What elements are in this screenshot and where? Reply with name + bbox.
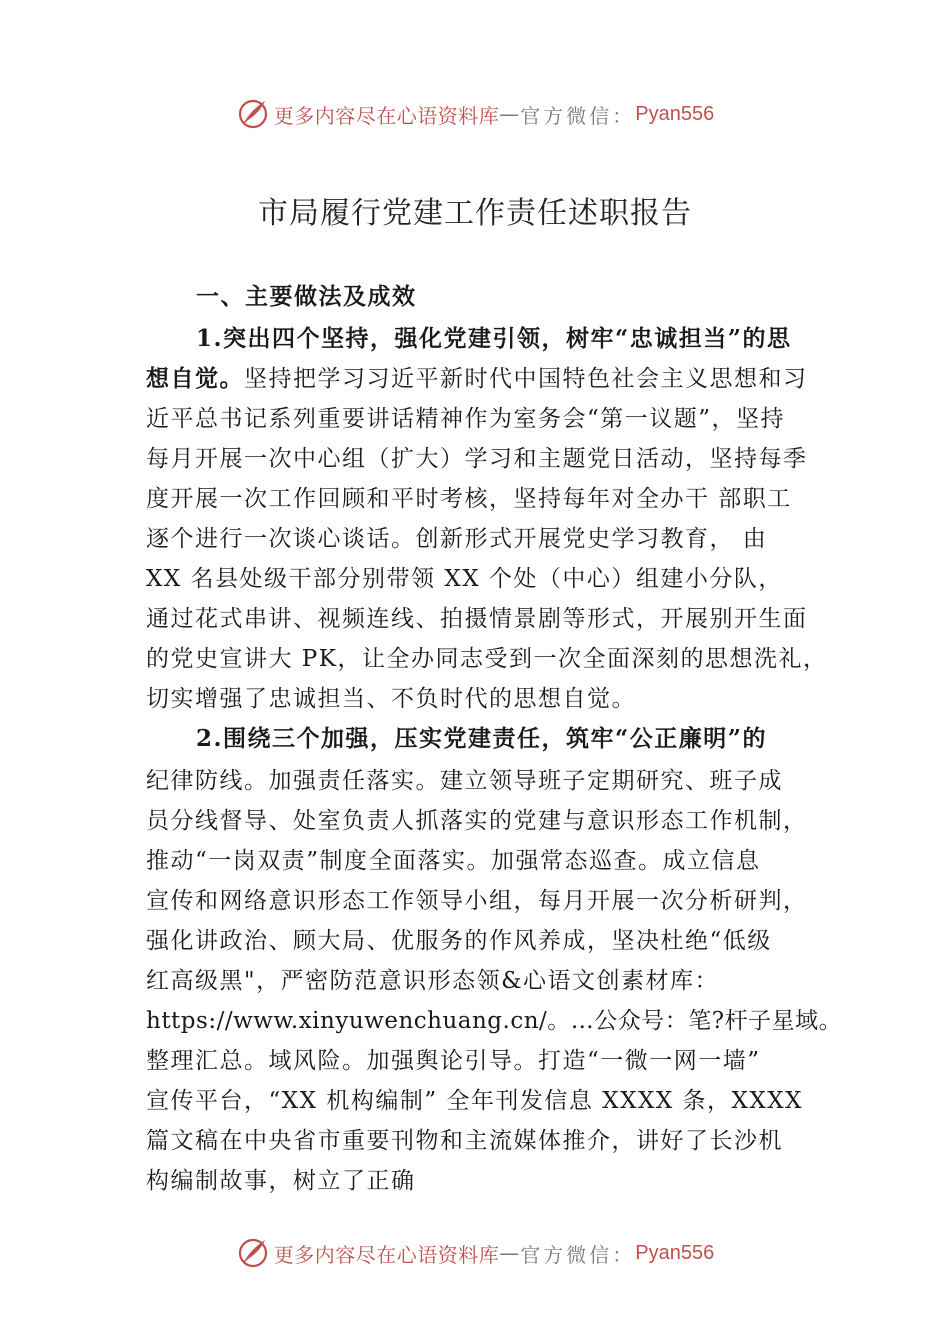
body-line: 推动“一岗双责”制度全面落实。加强常态巡查。成立信息 <box>146 848 761 874</box>
quill-logo-icon <box>236 97 270 131</box>
section-heading: 一、主要做法及成效 <box>196 283 417 310</box>
body-line-url: https://www.xinyuwenchuang.cn/。…公众号：笔?杆子星域。 <box>146 1008 843 1034</box>
banner-brand: 更多内容尽在心语资料库 <box>273 103 500 128</box>
banner-brand: 更多内容尽在心语资料库 <box>273 1242 500 1267</box>
header-banner <box>0 94 950 134</box>
banner-wechat-label: 官方微信： <box>520 103 636 128</box>
banner-wechat-id: Pyan556 <box>635 102 715 125</box>
body-line: 通过花式串讲、视频连线、拍摄情景剧等形式，开展别开生面 <box>146 606 808 632</box>
body-line: 每月开展一次中心组（扩大）学习和主题党日活动，坚持每季 <box>146 446 808 472</box>
body-line <box>146 364 808 394</box>
body-line: 度开展一次工作回顾和平时考核，坚持每年对全办干 部职工 <box>146 486 792 512</box>
document-title: 市局履行党建工作责任述职报告 <box>258 196 692 231</box>
banner-separator: — <box>499 102 521 126</box>
banner-wechat-id: Pyan556 <box>635 1241 715 1264</box>
body-line: 逐个进行一次谈心谈话。创新形式开展党史学习教育， 由 <box>146 526 768 552</box>
body-line: 近平总书记系列重要讲话精神作为室务会“第一议题”，坚持 <box>146 406 786 432</box>
body-line: XX 名县处级干部分别带领 XX 个处（中心）组建小分队， <box>146 566 783 592</box>
body-line: 红高级黑"，严密防范意识形态领&心语文创素材库： <box>146 968 720 994</box>
body-text: 坚持把学习习近平新时代中国特色社会主义思想和习 <box>244 366 808 392</box>
para2-heading-line: 2.围绕三个加强，压实党建责任，筑牢“公正廉明”的 <box>196 725 767 752</box>
body-line: 篇文稿在中央省市重要刊物和主流媒体推介，讲好了长沙机 <box>146 1128 783 1154</box>
para1-heading-tail: 想自觉。 <box>146 365 244 392</box>
para1-heading-line: 1.突出四个坚持，强化党建引领，树牢“忠诚担当”的思 <box>196 325 792 352</box>
body-line: 构编制故事，树立了正确 <box>146 1168 416 1194</box>
body-line: 的党史宣讲大 PK，让全办同志受到一次全面深刻的思想洗礼， <box>146 646 828 672</box>
body-line: 员分线督导、处室负责人抓落实的党建与意识形态工作机制， <box>146 808 808 834</box>
body-line: 宣传和网络意识形态工作领导小组，每月开展一次分析研判， <box>146 888 808 914</box>
body-line: 整理汇总。域风险。加强舆论引导。打造“一微一网一墙” <box>146 1048 761 1074</box>
body-line: 纪律防线。加强责任落实。建立领导班子定期研究、班子成 <box>146 768 783 794</box>
banner-separator: — <box>499 1241 521 1265</box>
footer-banner <box>0 1233 950 1273</box>
body-line: 切实增强了忠诚担当、不负时代的思想自觉。 <box>146 686 636 712</box>
banner-wechat-label: 官方微信： <box>520 1242 636 1267</box>
body-line: 宣传平台，“XX 机构编制” 全年刊发信息 XXXX 条，XXXX <box>146 1088 804 1114</box>
quill-logo-icon <box>236 1236 270 1270</box>
body-line: 强化讲政治、顾大局、优服务的作风养成，坚决杜绝“低级 <box>146 928 772 954</box>
